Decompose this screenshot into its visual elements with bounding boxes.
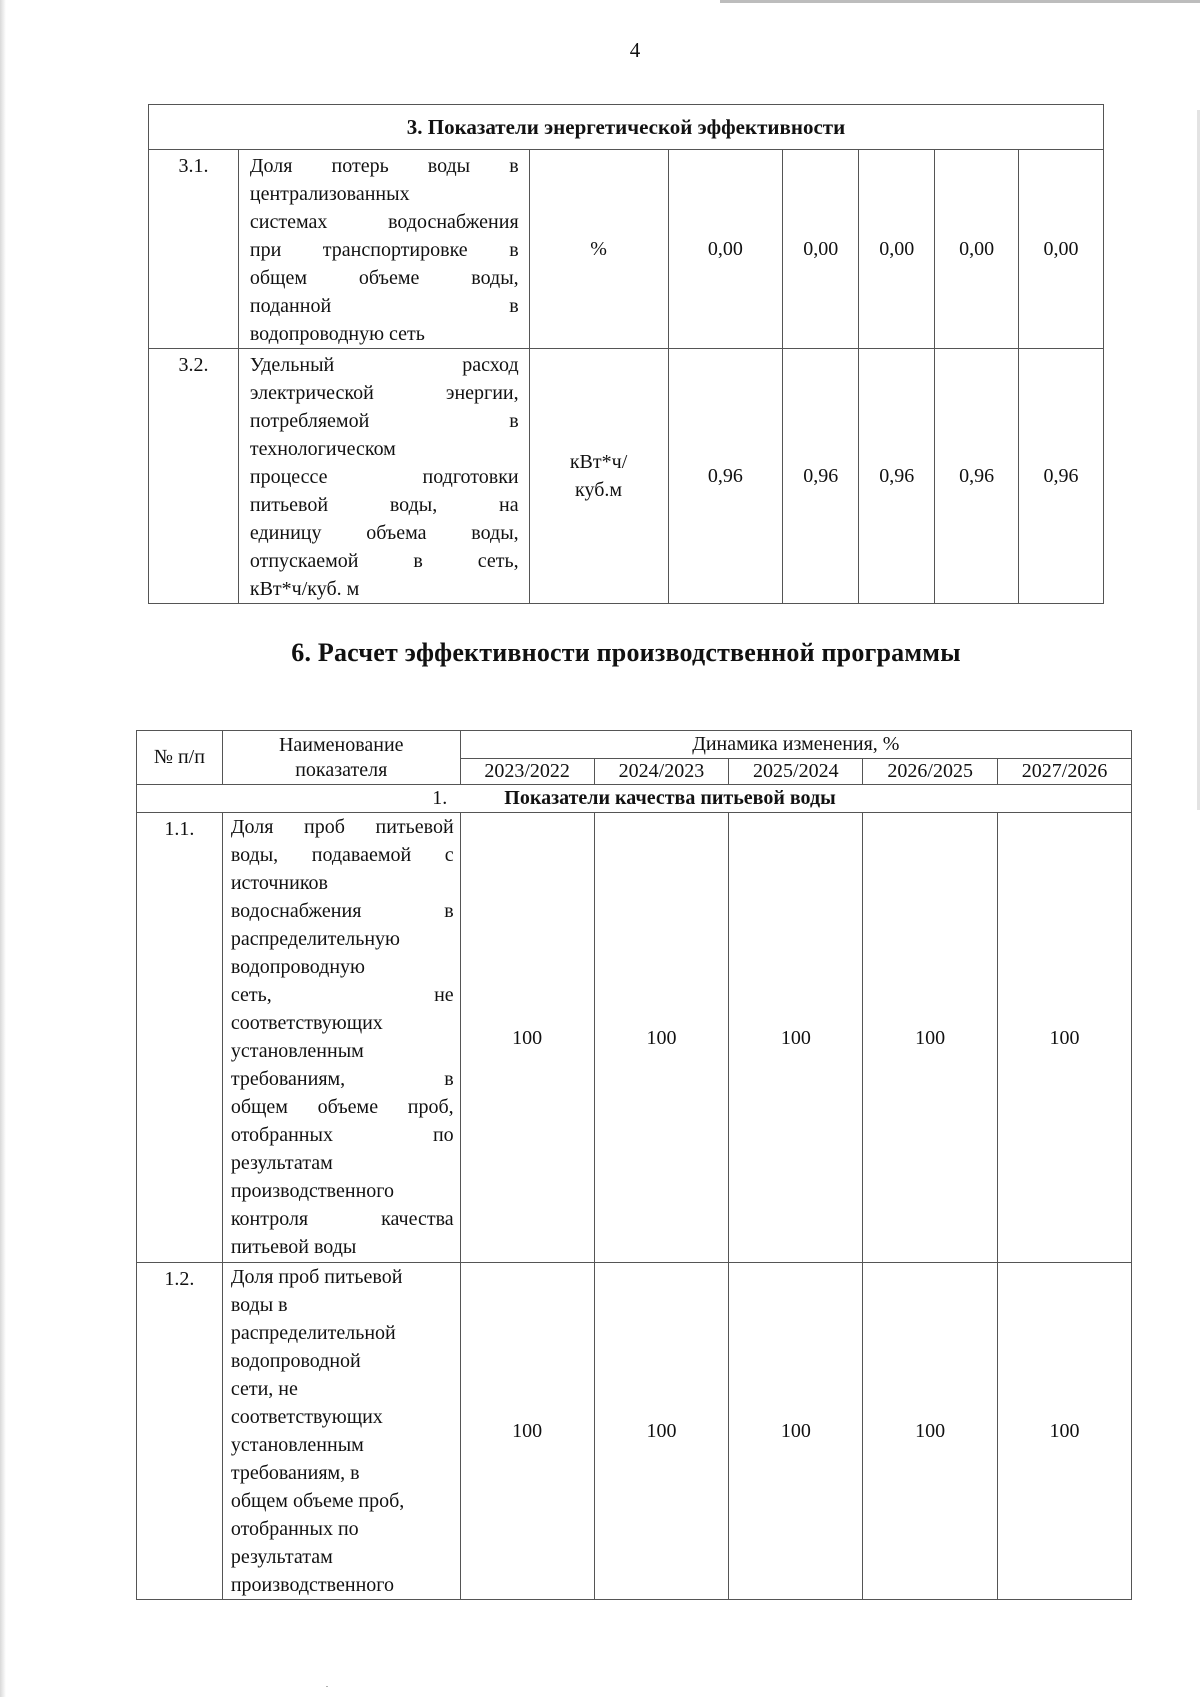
header-period: 2027/2026 [998, 759, 1132, 785]
text-line: отпускаемой в сеть, [249, 550, 519, 572]
text-line: электрической энергии, [249, 382, 519, 404]
text-line: сеть, не [230, 984, 454, 1006]
text-line: контроля качества [230, 1208, 454, 1230]
text-line: воды, подаваемой с [230, 844, 454, 866]
text-line: установленным [230, 1434, 364, 1456]
scan-edge-top [720, 0, 1200, 3]
text-line: общем объеме проб, [230, 1096, 454, 1118]
text-line: Удельный расход [249, 354, 519, 376]
value-cell: 0,96 [859, 349, 935, 604]
subsection-title-cell [137, 785, 1132, 813]
value-cell: 0,96 [935, 349, 1019, 604]
value-cell: 100 [460, 813, 594, 1263]
value-cell: 0,00 [935, 150, 1019, 349]
text-line: технологическом [249, 438, 396, 460]
text-line: водопроводной [230, 1350, 361, 1372]
value-cell: 100 [594, 1263, 729, 1600]
section-heading: 6. Расчет эффективности производственной программы [291, 638, 961, 667]
text-line: распределительной [230, 1322, 396, 1344]
row-number: 1.1. [137, 813, 223, 1263]
text-line: централизованных [249, 183, 410, 205]
table-row [149, 349, 1104, 604]
unit-text: кВт*ч/ куб.м [569, 451, 628, 501]
value-cell: 100 [460, 1263, 594, 1600]
header-dynamics: Динамика изменения, % [460, 731, 1131, 759]
value-cell: 100 [998, 1263, 1132, 1600]
text-line: поданной в [249, 295, 519, 317]
text-line: соответствующих [230, 1406, 383, 1428]
value-cell: 100 [863, 813, 998, 1263]
efficiency-table [136, 730, 1132, 1600]
header-period: 2025/2024 [729, 759, 863, 785]
text-line: питьевой воды, на [249, 494, 519, 516]
page-number: 4 [629, 38, 641, 62]
energy-efficiency-table [148, 104, 1104, 604]
text-line: Доля проб питьевой [230, 1266, 403, 1288]
text-line: общем объеме проб, [230, 1490, 405, 1512]
value-cell: 100 [998, 813, 1132, 1263]
subsection-title: Показатели качества питьевой воды [504, 787, 836, 809]
table-row [137, 813, 1132, 1263]
scan-speck [326, 1686, 328, 1687]
text-line: отобранных по [230, 1124, 454, 1146]
value-cell: 100 [729, 813, 863, 1263]
text-line: сети, не [230, 1378, 298, 1400]
text-line: кВт*ч/куб. м [249, 578, 360, 600]
indicator-name [222, 1263, 460, 1600]
unit [529, 349, 668, 604]
text-line: результатам [230, 1546, 333, 1568]
value-cell: 0,00 [668, 150, 783, 349]
header-num: № п/п [137, 731, 223, 785]
row-number: 3.2. [149, 349, 239, 604]
header-name: Наименование показателя [222, 731, 460, 785]
value-cell: 100 [594, 813, 729, 1263]
text-line: установленным [230, 1040, 364, 1062]
value-cell: 0,96 [668, 349, 783, 604]
table-row [149, 105, 1104, 150]
text-line: единицу объема воды, [249, 522, 519, 544]
header-period: 2023/2022 [460, 759, 594, 785]
text-line: системах водоснабжения [249, 211, 519, 233]
text-line: общем объеме воды, [249, 267, 519, 289]
table-row [137, 1263, 1132, 1600]
value-cell: 0,00 [783, 150, 859, 349]
indicator-name [238, 150, 529, 349]
text-line: водопроводную сеть [249, 323, 425, 345]
text-line: производственного [230, 1574, 394, 1596]
text-line: процессе подготовки [249, 466, 519, 488]
text-line: водопроводную [230, 956, 365, 978]
text-line: воды в [230, 1294, 288, 1316]
subsection-row [137, 785, 1132, 813]
section-title: 3. Показатели энергетической эффективности [149, 105, 1104, 150]
text-line: результатам [230, 1152, 333, 1174]
text-line: при транспортировке в [249, 239, 519, 261]
value-cell: 100 [729, 1263, 863, 1600]
unit: % [529, 150, 668, 349]
row-number: 1.2. [137, 1263, 223, 1600]
table-row [149, 150, 1104, 349]
text-line: потребляемой в [249, 410, 519, 432]
value-cell: 0,00 [859, 150, 935, 349]
text-line: водоснабжения в [230, 900, 454, 922]
text-line: производственного [230, 1180, 394, 1202]
value-cell: 0,96 [783, 349, 859, 604]
indicator-name [238, 349, 529, 604]
text-line: требованиям, в [230, 1068, 454, 1090]
text-line: питьевой воды [230, 1236, 357, 1258]
text-line: источников [230, 872, 328, 894]
indicator-name [222, 813, 460, 1263]
text-line: распределительную [230, 928, 400, 950]
value-cell: 100 [863, 1263, 998, 1600]
text-line: отобранных по [230, 1518, 359, 1540]
text-line: Доля проб питьевой [230, 816, 454, 838]
subsection-number: 1. [432, 787, 448, 809]
text-line: требованиям, в [230, 1462, 360, 1484]
header-period: 2024/2023 [594, 759, 729, 785]
row-number: 3.1. [149, 150, 239, 349]
header-row [137, 731, 1132, 759]
scan-edge-left [0, 0, 6, 1697]
value-cell: 0,00 [1019, 150, 1104, 349]
text-line: Доля потерь воды в [249, 155, 519, 177]
value-cell: 0,96 [1019, 349, 1104, 604]
text-line: соответствующих [230, 1012, 383, 1034]
header-period: 2026/2025 [863, 759, 998, 785]
